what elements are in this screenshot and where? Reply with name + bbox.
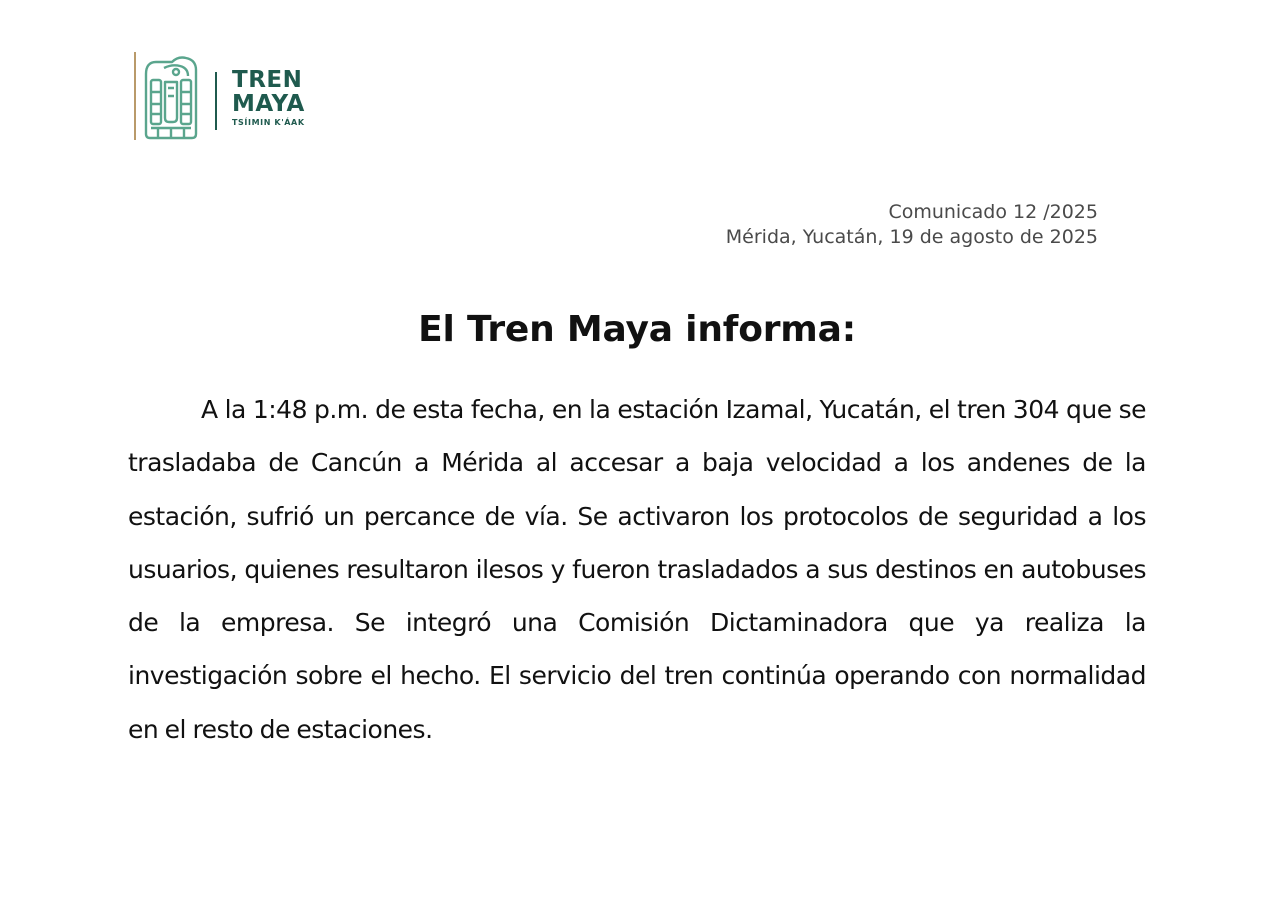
communique-number: Comunicado 12 /2025: [888, 201, 1098, 223]
logo-subtitle: TSÍIMIN K'ÁAK: [232, 118, 305, 127]
tren-maya-logo: [130, 50, 330, 142]
logo-wordmark: [232, 68, 330, 129]
place-date: Mérida, Yucatán, 19 de agosto de 2025: [725, 226, 1098, 248]
page-title: El Tren Maya informa:: [418, 309, 856, 350]
communique-meta: [726, 200, 1098, 250]
body-paragraph: A la 1:48 p.m. de esta fecha, en la estación Izamal, Yucatán, el tren 304 que se trasladaba de Cancún a Mérida al accesar a baja velocidad a los andenes de la estación, sufrió un percance de vía. Se activaron los protocolos de seguridad a los usuarios, quienes resultaron ilesos y fueron trasladados a sus destinos en autobuses de la empresa. Se integró una Comisión Dictaminadora que ya realiza la investigación sobre el hecho. El servicio del tren continúa operando con normalidad en el resto de estaciones.: [128, 395, 1146, 744]
logo-gold-bar: [134, 52, 136, 140]
logo-line-1: TREN: [232, 67, 303, 93]
logo-divider: [215, 72, 217, 130]
logo-line-2: MAYA: [232, 91, 305, 117]
maya-glyph-icon: [142, 54, 200, 140]
